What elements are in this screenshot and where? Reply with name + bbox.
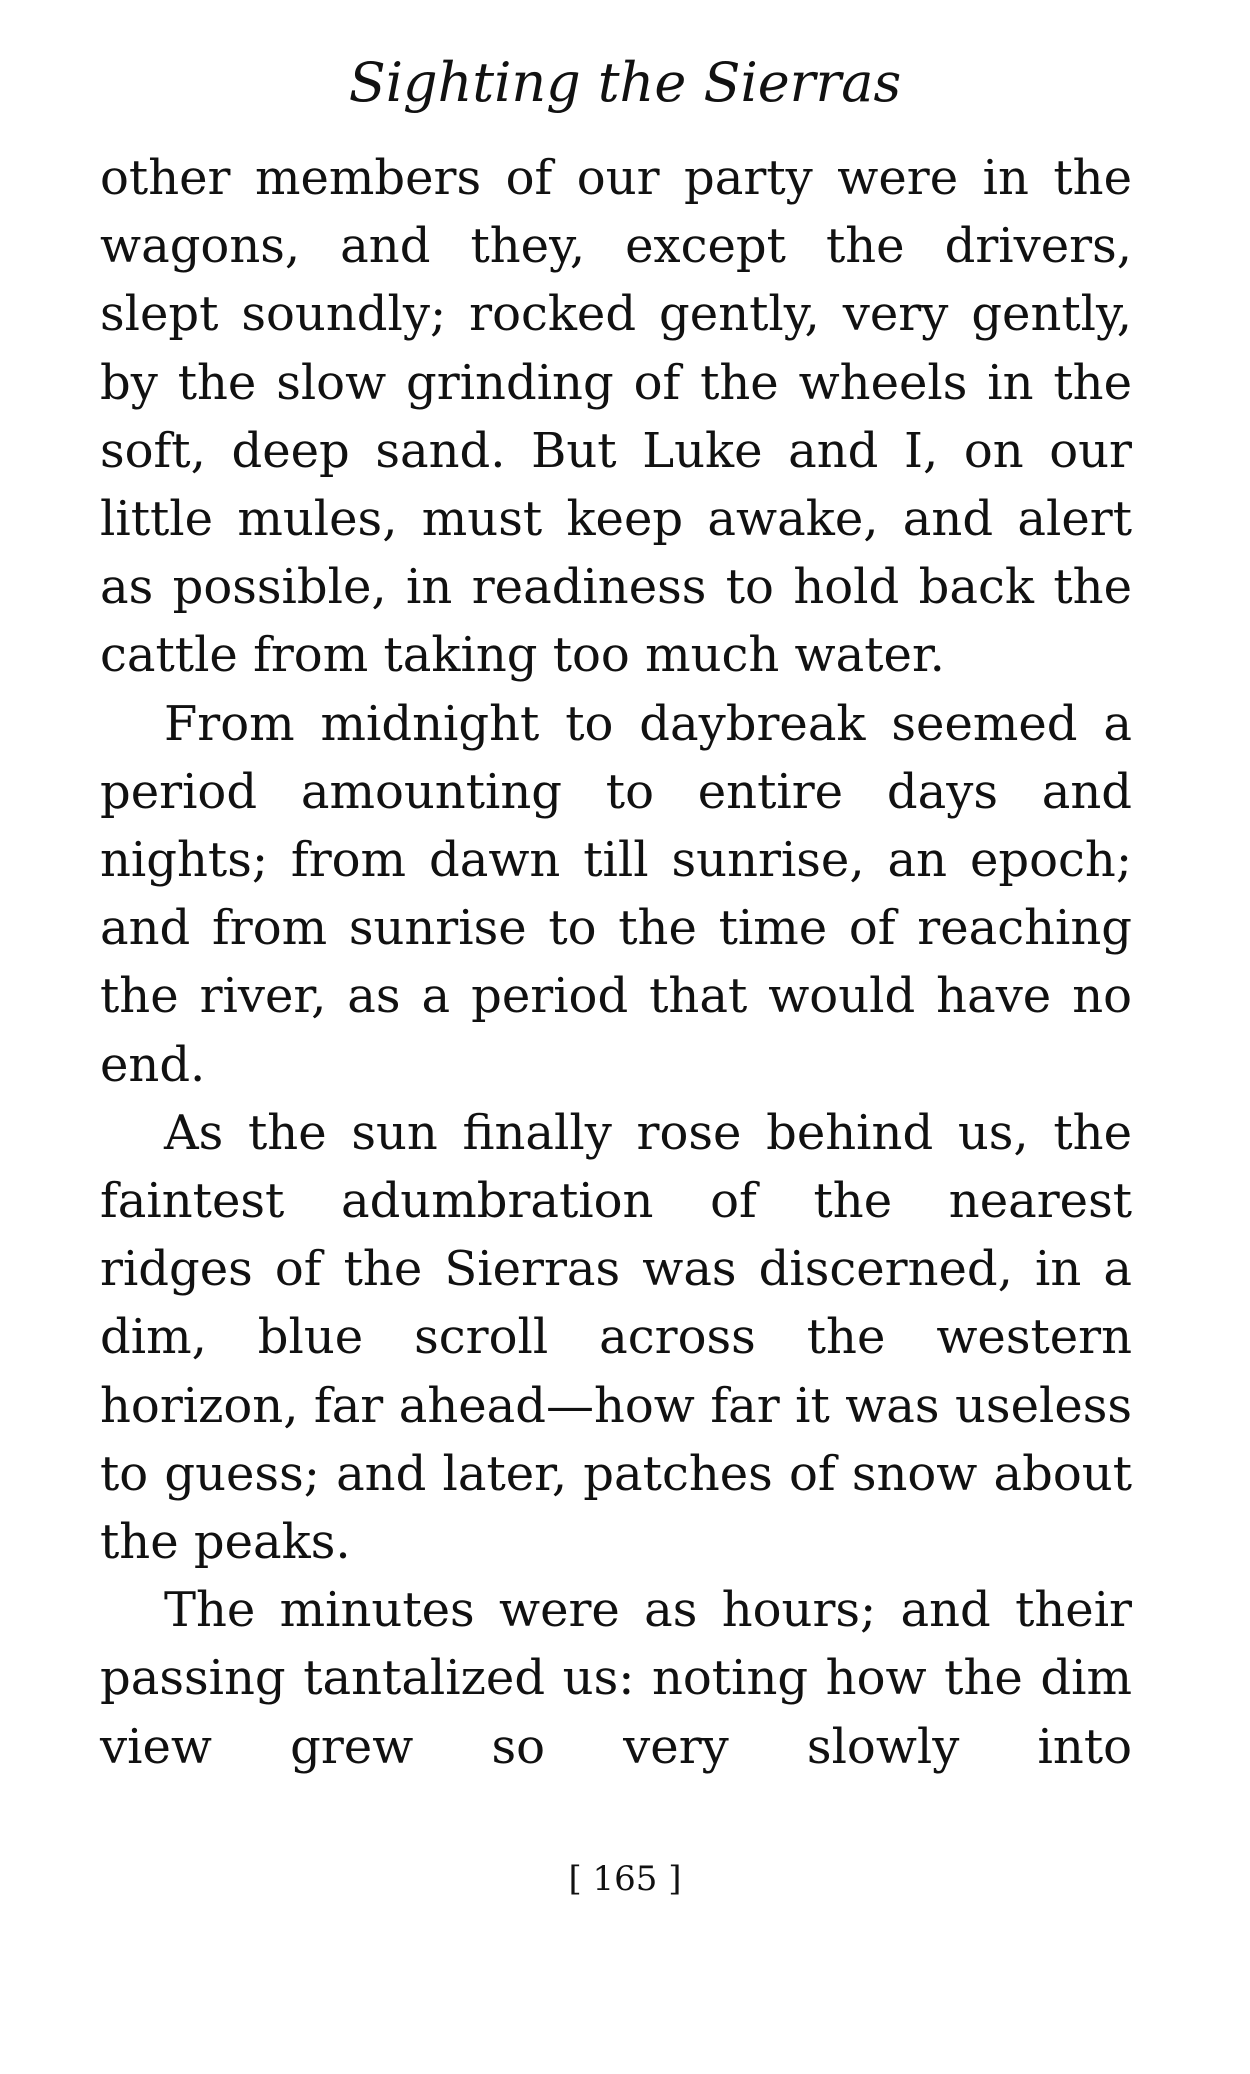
paragraph-4: The minutes were as hours; and their passing tantalized us: noting how the dim view grew so very slowly into — [100, 1582, 1132, 1775]
paragraph-1: other members of our party were in the wagons, and they, except the drivers, slept soundly; rocked gently, very gently, by the slow grinding of the wheels in the soft, deep sand. But Luke and I, on our little mules, must keep awake, and alert as possible, in readiness to hold back the cattle from taking too much water. — [100, 150, 1132, 684]
paragraph-2: From midnight to daybreak seemed a period amounting to entire days and nights; from dawn till sunrise, an epoch; and from sunrise to the time of reaching the river, as a period that would have no end. — [100, 695, 1132, 1093]
body-text — [100, 144, 1132, 1781]
page-number: [ 165 ] — [568, 1859, 682, 1899]
running-head: Sighting the Sierras — [348, 51, 902, 114]
paragraph-3: As the sun finally rose behind us, the faintest adumbration of the nearest ridges of the Sierras was discerned, in a dim, blue scroll across the western horizon, far ahead—how far it was useless to guess; and later, patches of snow about the peaks. — [100, 1104, 1132, 1571]
